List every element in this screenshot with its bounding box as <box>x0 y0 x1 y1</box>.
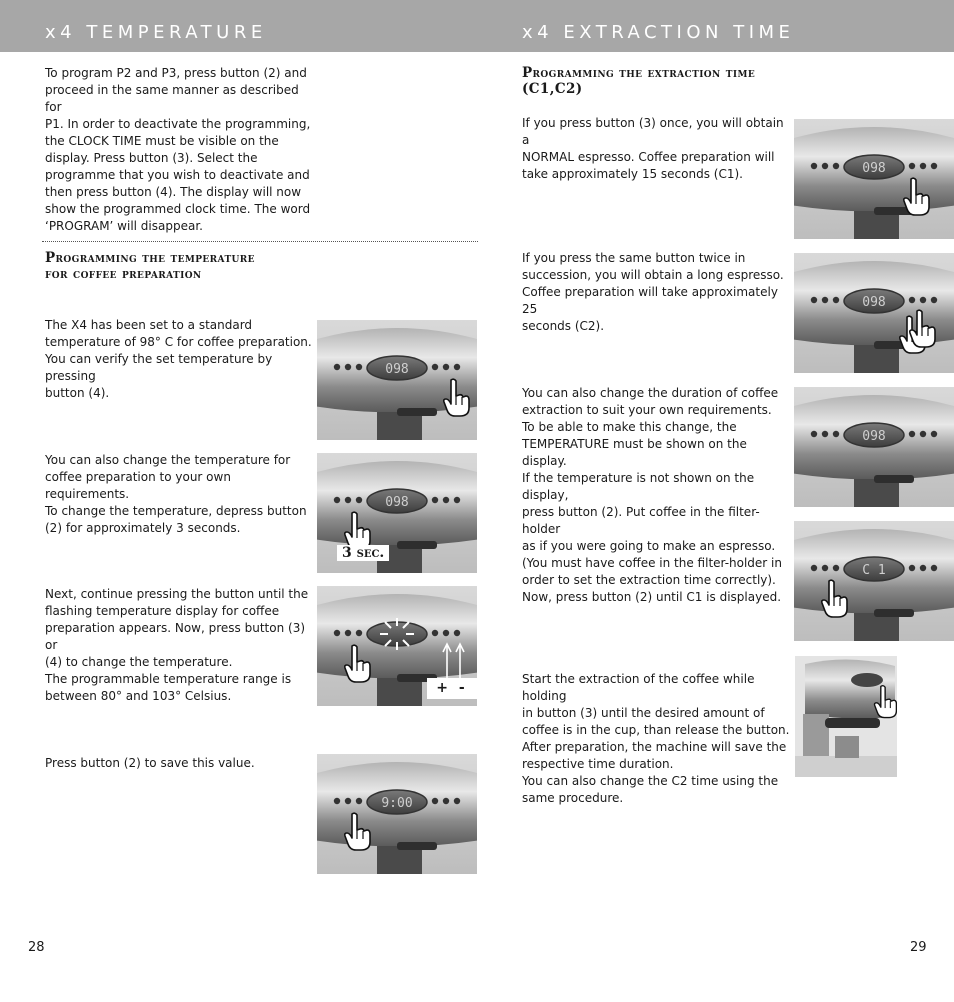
right-page-title: x4 EXTRACTION TIME <box>522 22 795 43</box>
machine-side-photo <box>795 656 897 777</box>
display-readout: 098 <box>385 362 409 377</box>
machine-photo-temp-4 <box>317 754 477 874</box>
display-readout: 098 <box>862 295 886 310</box>
display-readout: 098 <box>385 495 409 510</box>
machine-photo-extract-2 <box>794 253 954 373</box>
right-step1-text: If you press button (3) once, you will obtain a NORMAL espresso. Coffee preparation will take approximately 15 seconds (C1). <box>522 116 784 181</box>
left-page-number: 28 <box>28 940 45 955</box>
left-header-bar <box>0 0 477 52</box>
right-section-heading: Programming the extraction time (C1,C2) <box>522 65 756 97</box>
display-readout: 098 <box>862 161 886 176</box>
plus-minus-label: + - <box>427 678 477 699</box>
left-page-title: x4 TEMPERATURE <box>45 22 267 43</box>
display-readout: 9:00 <box>381 796 413 811</box>
machine-photo-extract-4 <box>794 521 954 641</box>
left-intro-text: To program P2 and P3, press button (2) and proceed in the same manner as described for P1. In order to deactivate the programming, the CLOCK TIME must be visible on the display. Press button (3). Select the programme that you wish to deactivate and then press button (4). The display will now show the programmed clock time. The word ‘PROGRAM’ will disappear. <box>45 66 311 233</box>
three-seconds-caption: 3 sec. <box>337 545 389 561</box>
left-step3-text: Next, continue pressing the button until the flashing temperature display for coffee preparation appears. Now, press button (3) or (4) to change the temperature. The programmable temperature range is between 80° and 103° Celsius. <box>45 587 309 703</box>
right-step2-text: If you press the same button twice in succession, you will obtain a long espresso. Coffee preparation will take approximately 25 seconds (C2). <box>522 251 784 333</box>
left-step1-text: The X4 has been set to a standard temperature of 98° C for coffee preparation. You can verify the set temperature by pressing button (4). <box>45 318 312 400</box>
right-step3-text: You can also change the duration of coffee extraction to suit your own requirements. To be able to make this change, the TEMPERATURE must be shown on the display. If the temperature is not shown on the display, press button (2). Put coffee in the filter-holder as if you were going to make an espresso. (You must have coffee in the filter-holder in order to set the extraction time correctly). Now, press button (2) until C1 is displayed. <box>522 386 782 604</box>
machine-photo-extract-1 <box>794 119 954 239</box>
dotted-divider <box>42 241 478 242</box>
machine-photo-temp-1 <box>317 320 477 440</box>
left-section-heading: Programming the temperature for coffee preparation <box>45 250 255 282</box>
display-readout: C 1 <box>862 563 886 578</box>
display-readout: 098 <box>862 429 886 444</box>
left-step4-text: Press button (2) to save this value. <box>45 756 255 770</box>
left-step2-text: You can also change the temperature for coffee preparation to your own requirements. To change the temperature, depress button (2) for approximately 3 seconds. <box>45 453 307 535</box>
right-step4-text: Start the extraction of the coffee while holding in button (3) until the desired amount of coffee is in the cup, than release the button. After preparation, the machine will save the respective time duration. You can also change the C2 time using the same procedure. <box>522 672 790 805</box>
right-page-number: 29 <box>910 940 927 955</box>
machine-photo-extract-3 <box>794 387 954 507</box>
right-header-bar <box>477 0 954 52</box>
